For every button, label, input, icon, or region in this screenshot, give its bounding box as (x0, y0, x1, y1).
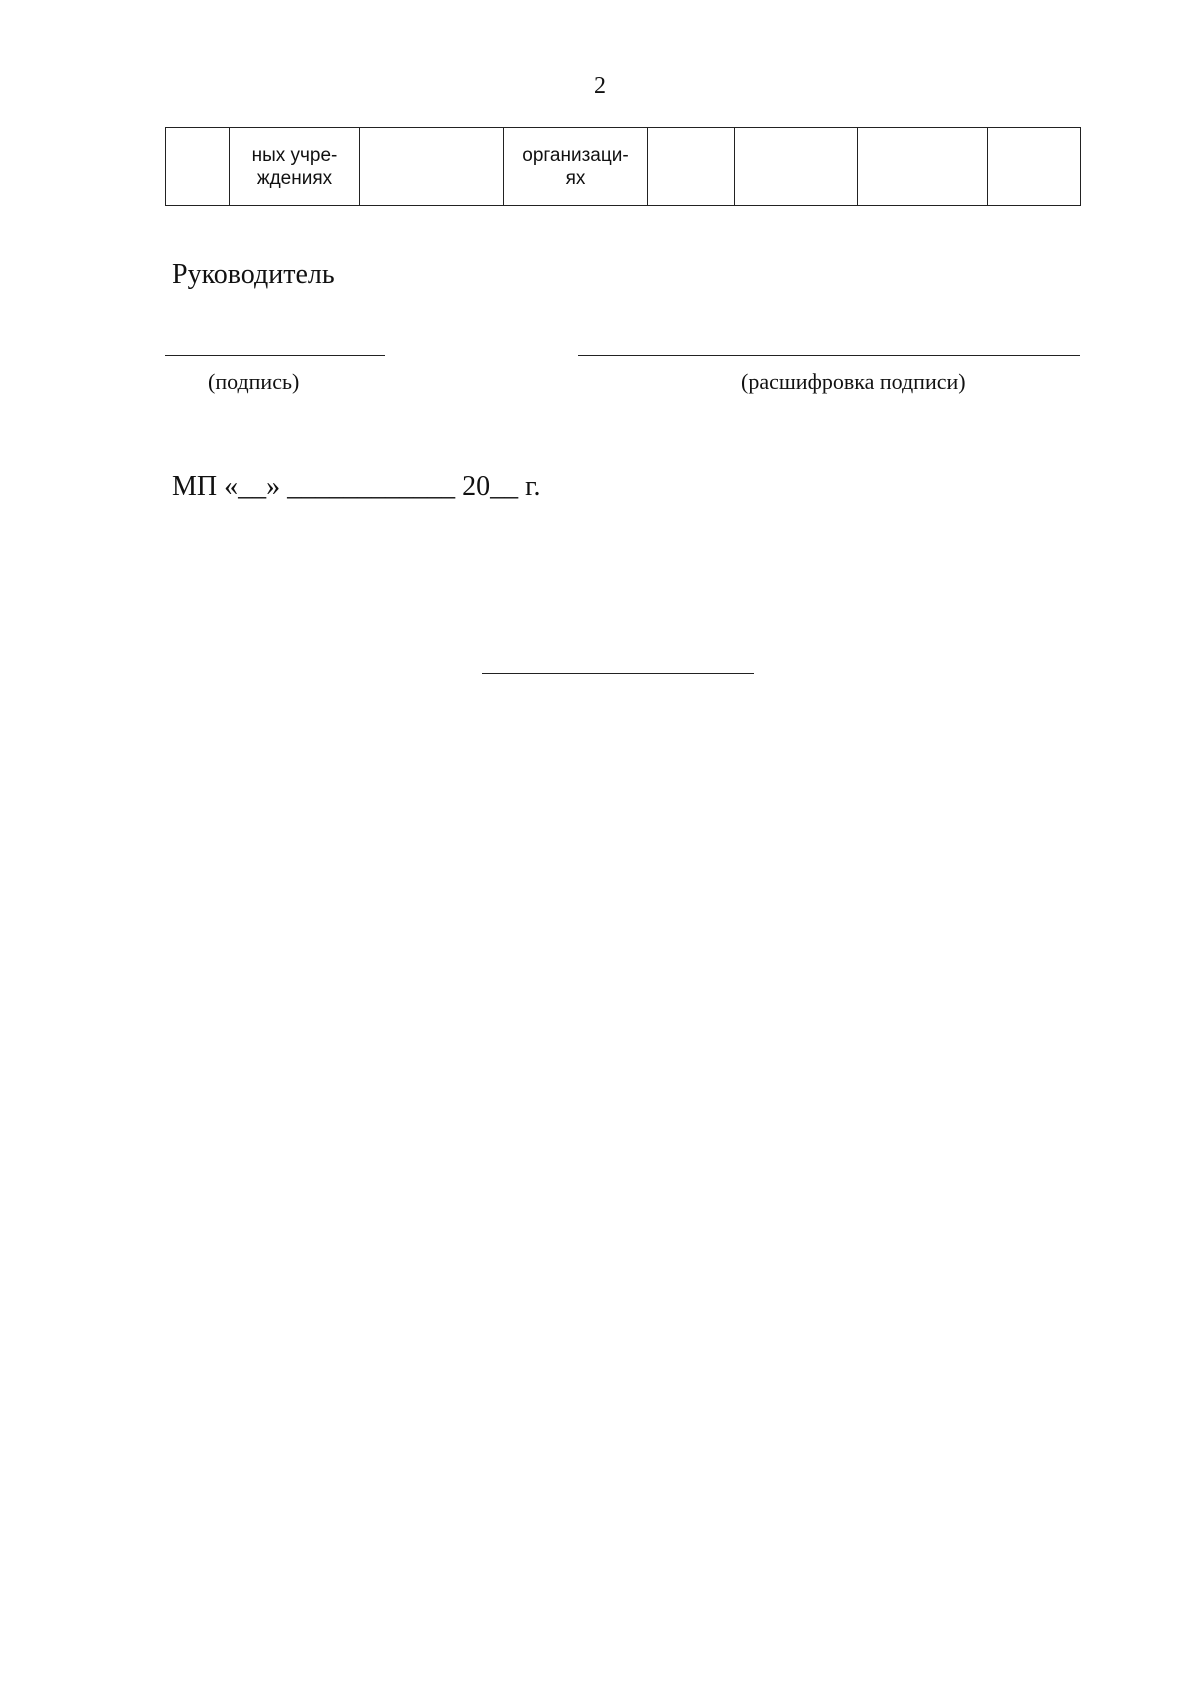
page-number: 2 (594, 73, 606, 99)
table-cell (858, 128, 988, 206)
signature-decoding-caption: (расшифровка подписи) (741, 369, 966, 394)
cell-text-line: ных учре- (251, 144, 338, 166)
table-cell (360, 128, 504, 206)
continuation-table (165, 127, 1081, 206)
table-cell (648, 128, 735, 206)
stamp-date-line: МП «__» ____________ 20__ г. (172, 471, 541, 502)
cell-text-line: ждениях (256, 167, 333, 189)
cell-text-line: организаци- (522, 144, 629, 166)
signatory-role: Руководитель (172, 259, 335, 290)
cell-text-line: ях (565, 167, 586, 189)
signature-line (165, 355, 385, 356)
table-cell (166, 128, 230, 206)
signature-caption: (подпись) (208, 369, 300, 394)
table-cell (988, 128, 1081, 206)
table-cell (230, 128, 360, 206)
table-cell (735, 128, 858, 206)
table-cell (504, 128, 648, 206)
table-row (166, 128, 1081, 206)
end-of-document-rule (482, 673, 754, 674)
signature-decoding-line (578, 355, 1080, 356)
